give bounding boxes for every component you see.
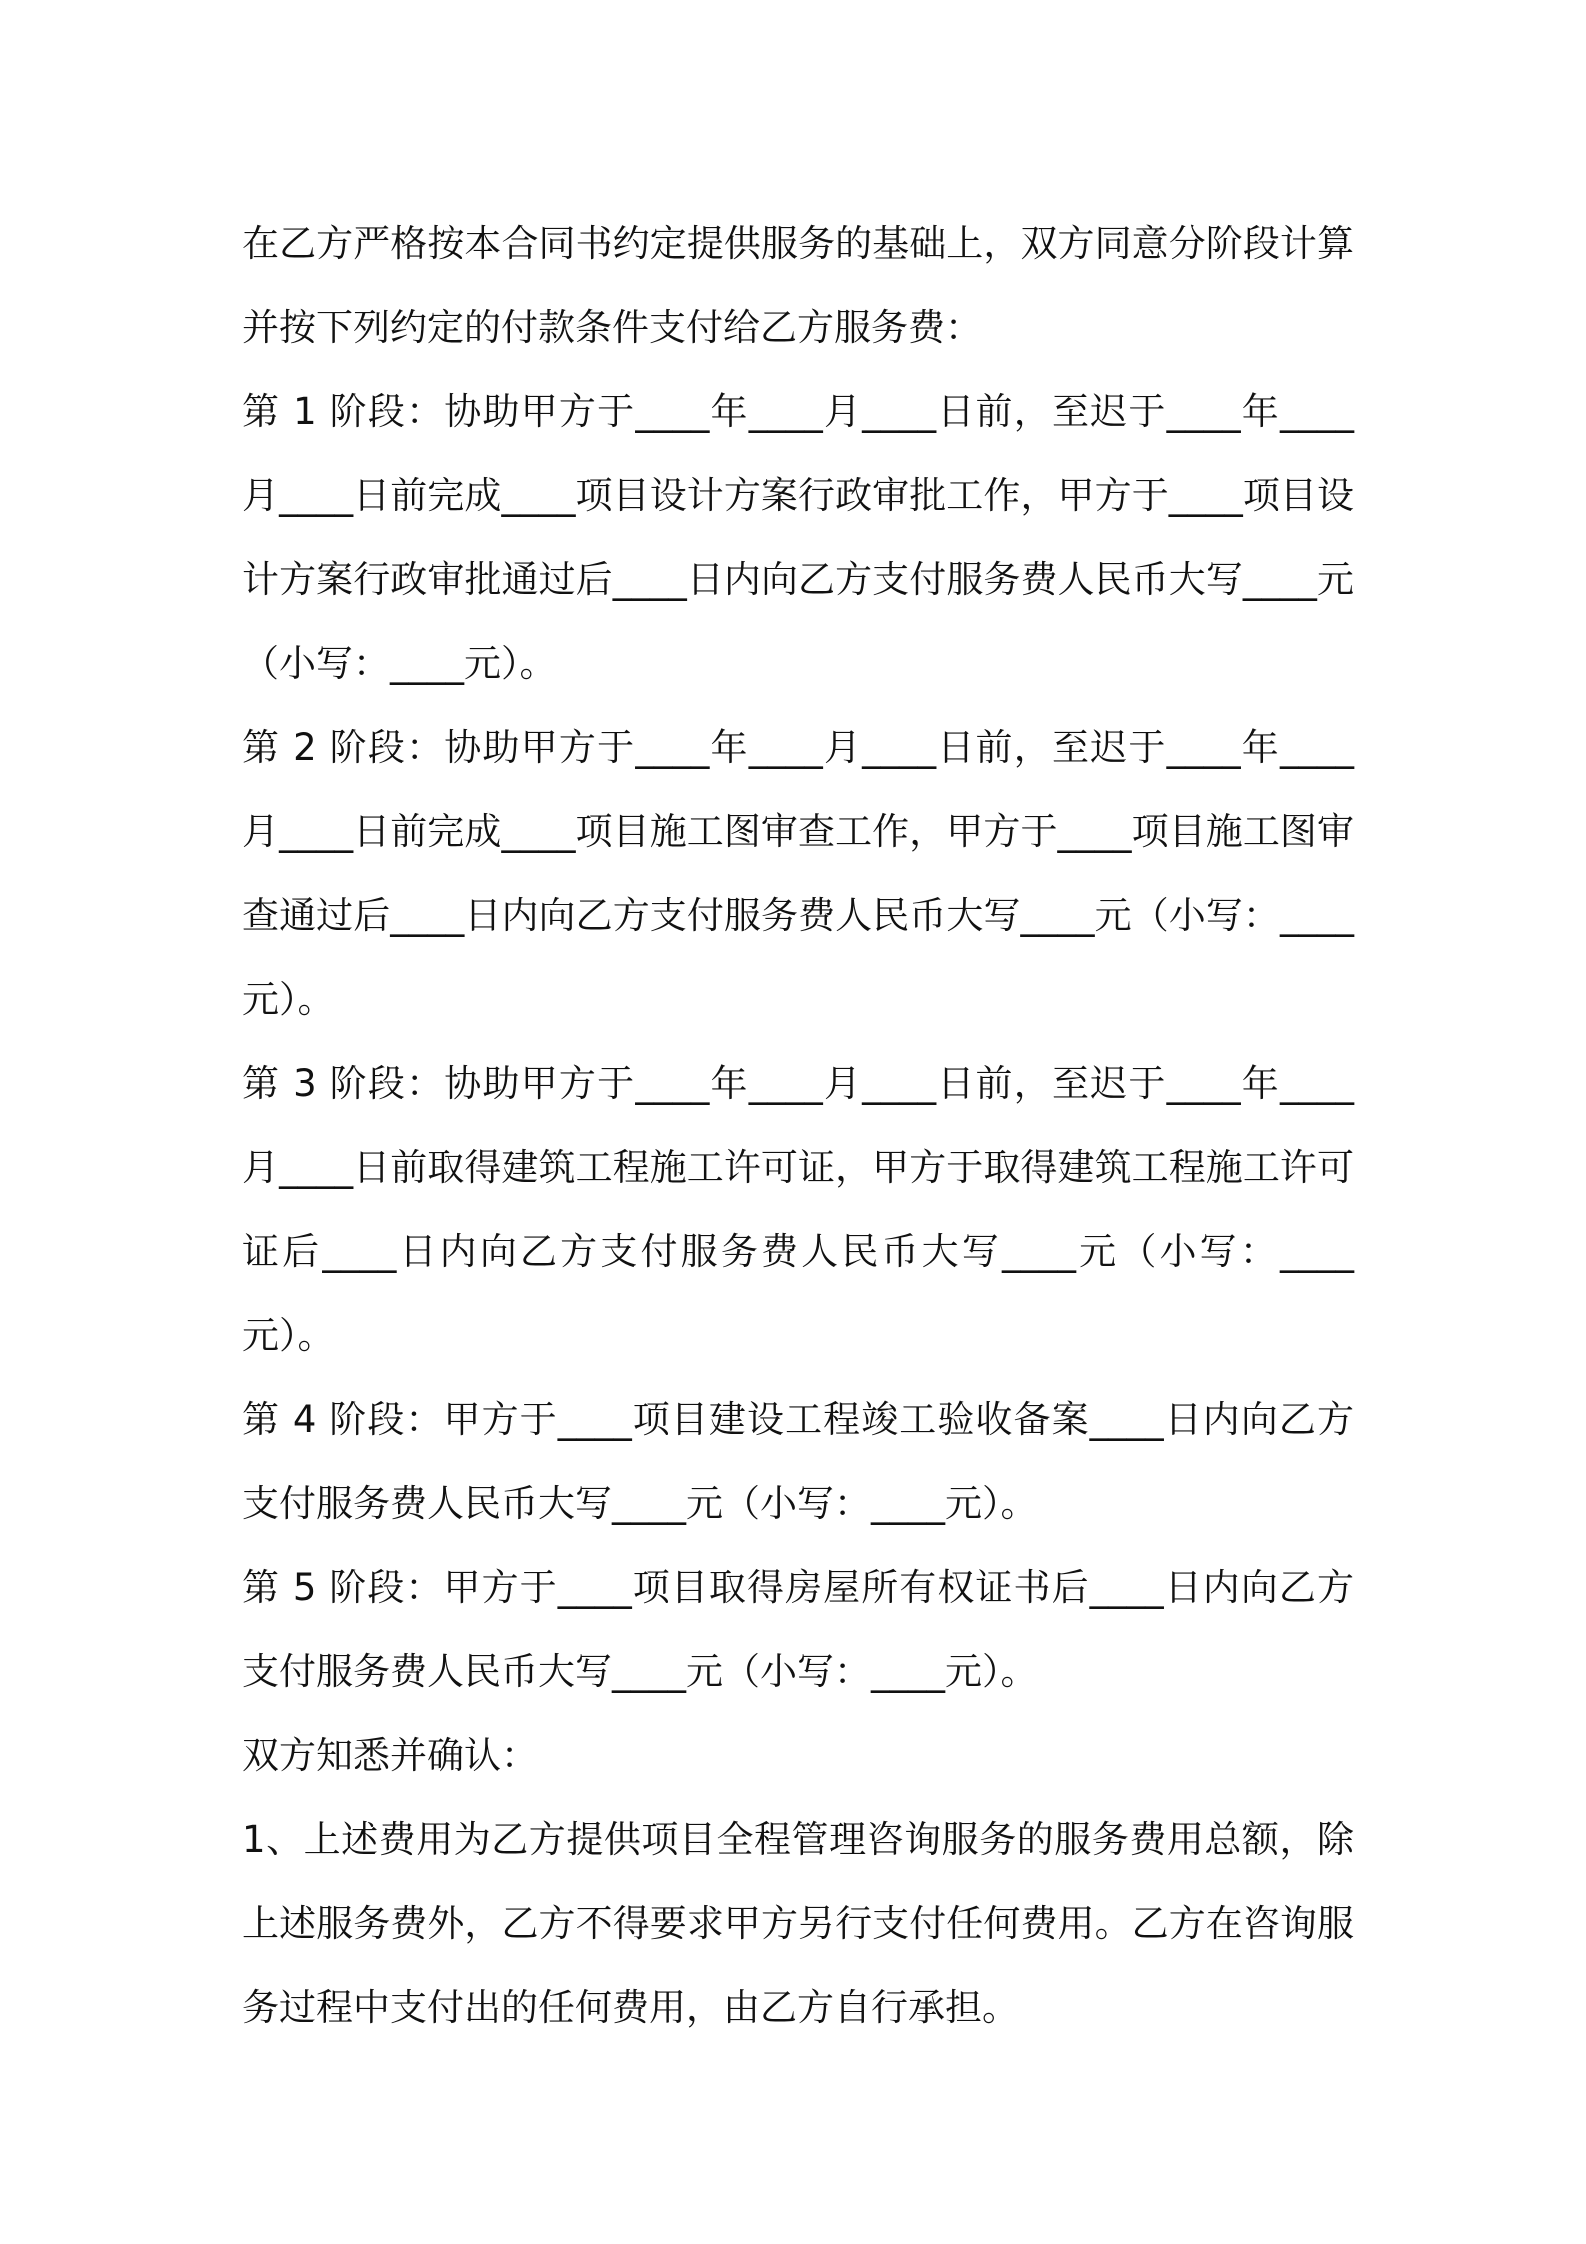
paragraph-stage-1: 第 1 阶段：协助甲方于____年____月____日前，至迟于____年____月____日前完成____项目设计方案行政审批工作，甲方于____项目设计方案行政审批通过后____日内向乙方支付服务费人民币大写____元（小写：____元）。 <box>242 390 1354 685</box>
paragraph-stage-3: 第 3 阶段：协助甲方于____年____月____日前，至迟于____年____月____日前取得建筑工程施工许可证，甲方于取得建筑工程施工许可证后____日内向乙方支付服务费人民币大写____元（小写：____元）。 <box>242 1062 1354 1357</box>
paragraph-stage-2: 第 2 阶段：协助甲方于____年____月____日前，至迟于____年____月____日前完成____项目施工图审查工作，甲方于____项目施工图审查通过后____日内向乙方支付服务费人民币大写____元（小写：____元）。 <box>242 726 1354 1021</box>
paragraph-clause-1: 1、上述费用为乙方提供项目全程管理咨询服务的服务费用总额，除上述服务费外，乙方不得要求甲方另行支付任何费用。乙方在咨询服务过程中支付出的任何费用，由乙方自行承担。 <box>242 1818 1354 2029</box>
paragraph-payment-intro: 在乙方严格按本合同书约定提供服务的基础上，双方同意分阶段计算并按下列约定的付款条件支付给乙方服务费： <box>242 222 1354 349</box>
paragraph-stage-5: 第 5 阶段：甲方于____项目取得房屋所有权证书后____日内向乙方支付服务费人民币大写____元（小写：____元）。 <box>242 1566 1354 1693</box>
paragraph-confirmation-heading: 双方知悉并确认： <box>242 1734 538 1777</box>
document-body <box>242 202 1354 2050</box>
paragraph-stage-4: 第 4 阶段：甲方于____项目建设工程竣工验收备案____日内向乙方支付服务费人民币大写____元（小写：____元）。 <box>242 1398 1354 1525</box>
